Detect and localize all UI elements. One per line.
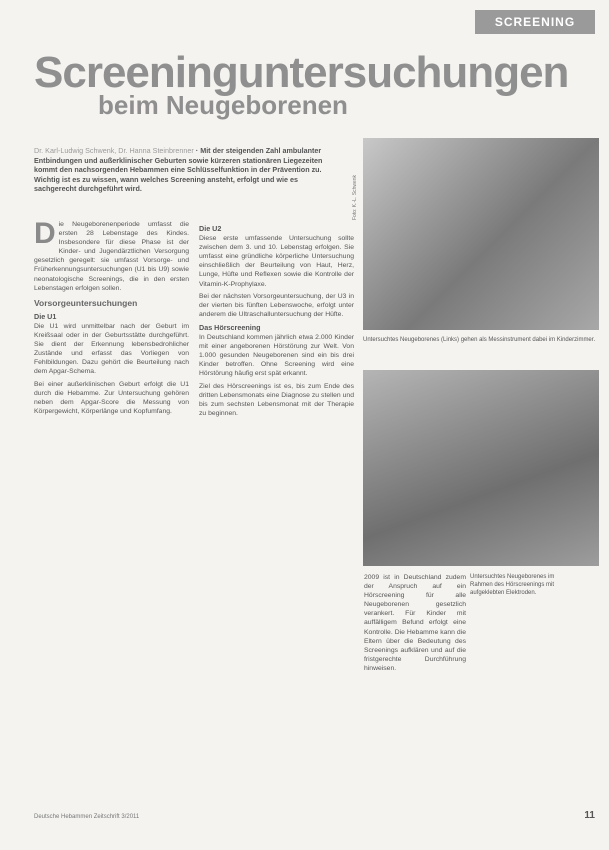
- section-tag: SCREENING: [475, 10, 595, 34]
- column-3: [364, 573, 466, 676]
- lead-paragraph: Dr. Karl-Ludwig Schwenk, Dr. Hanna Steinbrenner · Mit der steigenden Zahl ambulanter Entbindungen und außerklinischer Geburten sowie kürzeren stationären Liegezeiten kommt den nachsorgenden Hebammen eine Schlüsselfunktion in der Prävention zu. Wichtig ist es zu wissen, wann welches Screening ansteht, erfolgt und wie es sachgerecht durchgeführt wird.: [34, 146, 323, 194]
- page-number: 11: [584, 810, 595, 821]
- u1-paragraph: Die U1 wird unmittelbar nach der Geburt im Kreißsaal oder in der Geburtsstätte durchgeführt. Sie dient der Erkennung lebensbedrohlicher Zustände und erfasst das Vorliegen von Fehlbildungen. Dazu gehört die Beurteilung nach dem Apgar-Schema.: [34, 322, 189, 376]
- drop-cap: D: [34, 217, 56, 250]
- heading-hoerscreening: Das Hörscreening: [199, 322, 261, 332]
- hearing-screening-photo: [363, 370, 599, 566]
- photo-caption-2: Untersuchtes Neugeborenes im Rahmen des Hörscreenings mit aufgeklebten Elektroden.: [470, 574, 555, 596]
- heading-u2: Die U2: [199, 224, 222, 233]
- column-1: [34, 217, 189, 419]
- heading-u1: Die U1: [34, 311, 57, 321]
- u2-paragraph: Diese erste umfassende Untersuchung sollte zwischen dem 3. und 10. Lebenstag erfolgen. Sie umfasst eine gründliche körperliche Untersuchung einschließlich der Beurteilung von Haut, Herz, Lunge, Hüfte und Reflexen sowie die Kontrolle der Vitamin-K-Prophylaxe.: [199, 235, 354, 288]
- hoer-paragraph-2: Ziel des Hörscreenings ist es, bis zum Ende des dritten Lebensmonats eine Diagnose zu stellen und bis zum sechsten Lebensmonat mit der Therapie zu beginnen.: [199, 382, 354, 417]
- newborn-photo: [363, 138, 599, 330]
- hoer-paragraph: In Deutschland kommen jährlich etwa 2.000 Kinder mit einer angeborenen Hörstörung zur Welt. Von 1.000 gesunden Neugeborenen sind ein bis drei Kinder betroffen. Ohne Screening wird eine Hörstörung häufig erst spät erkannt.: [199, 334, 354, 378]
- page-title: Screeninguntersuchungen: [34, 48, 569, 97]
- photo-caption-1: Untersuchtes Neugeborenes (Links) gehen als Messinstrument dabei im Kinderzimmer.: [363, 337, 596, 343]
- lead-authors: Dr. Karl-Ludwig Schwenk, Dr. Hanna Steinbrenner: [34, 146, 194, 155]
- page-subtitle: beim Neugeborenen: [98, 90, 348, 120]
- footer: Deutsche Hebammen Zeitschrift 3/2011: [34, 814, 140, 820]
- u1-paragraph-2: Bei einer außerklinischen Geburt erfolgt die U1 durch die Hebamme. Zur Untersuchung gehören neben dem Apgar-Score die Messung von Körpergewicht, Körperlänge und Kopfumfang.: [34, 380, 189, 415]
- lead-text: Mit der steigenden Zahl ambulanter Entbindungen und außerklinischer Geburten sowie kürzeren stationären Liegezeiten kommt den nachsorgenden Hebammen eine Schlüsselfunktion in der Prävention zu. Wichtig ist es zu wissen, wann welches Screening ansteht, erfolgt und wie es sachgerecht durchgeführt wird.: [34, 146, 323, 194]
- intro-text: ie Neugeborenenperiode umfasst die ersten 28 Lebenstage des Kindes. Insbesondere für diese Phase ist der Kinder- und Jugendärztlichen Versorgung gesetzlich geregelt: sie umfasst Vorsorge- und Früherkennungsuntersuchungen (U1 bis U9) sowie neonatologische Screenings, die in den ersten Lebenstagen erfolgen sollen.: [34, 221, 189, 292]
- col3-paragraph: 2009 ist in Deutschland zudem der Anspruch auf ein Hörscreening für alle Neugeborenen gesetzlich verankert. Für Kinder mit auffälligem Befund erfolgt eine Kontrolle. Die Hebamme kann die Eltern über die Bedeutung des Screenings aufklären und auf die fristgerechte Durchführung hinweisen.: [364, 574, 466, 672]
- u2-paragraph-2: Bei der nächsten Vorsorgeuntersuchung, der U3 in der vierten bis fünften Lebenswoche, erfolgt unter anderem die Ultraschalluntersuchung der Hüfte.: [199, 292, 354, 318]
- heading-vorsorge: Vorsorgeuntersuchungen: [34, 297, 138, 308]
- column-2: [199, 220, 354, 421]
- photo-credit: Foto: K.-L. Schwenk: [352, 174, 358, 220]
